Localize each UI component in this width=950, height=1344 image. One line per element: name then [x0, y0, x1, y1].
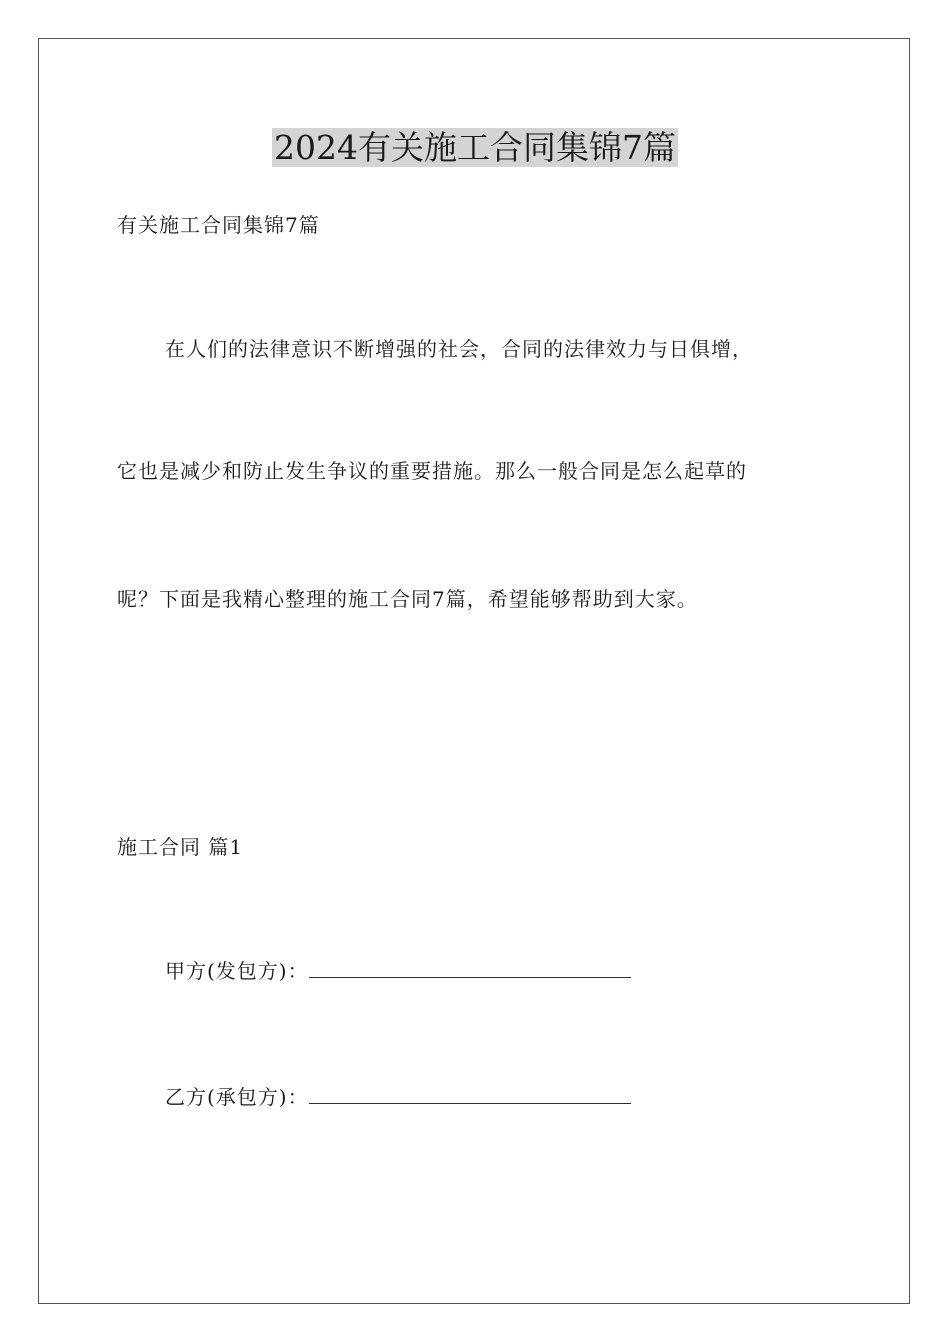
- party-b-field: [165, 1084, 631, 1110]
- document-title-text: 2024有关施工合同集锦7篇: [274, 128, 676, 167]
- section-heading: 施工合同 篇1: [117, 835, 244, 859]
- party-b-blank-line: [309, 1087, 631, 1104]
- document-subtitle: 有关施工合同集锦7篇: [117, 213, 320, 237]
- party-a-label: 甲方(发包方)：: [165, 959, 309, 983]
- intro-line-1: 在人们的法律意识不断增强的社会，合同的法律效力与日俱增，: [165, 337, 753, 361]
- party-a-field: [165, 958, 631, 984]
- intro-line-2: 它也是减少和防止发生争议的重要措施。那么一般合同是怎么起草的: [117, 459, 747, 483]
- party-b-label: 乙方(承包方)：: [165, 1085, 309, 1109]
- party-a-blank-line: [309, 961, 631, 978]
- document-title: [0, 126, 950, 170]
- intro-line-3: 呢？下面是我精心整理的施工合同7篇，希望能够帮助到大家。: [117, 587, 698, 611]
